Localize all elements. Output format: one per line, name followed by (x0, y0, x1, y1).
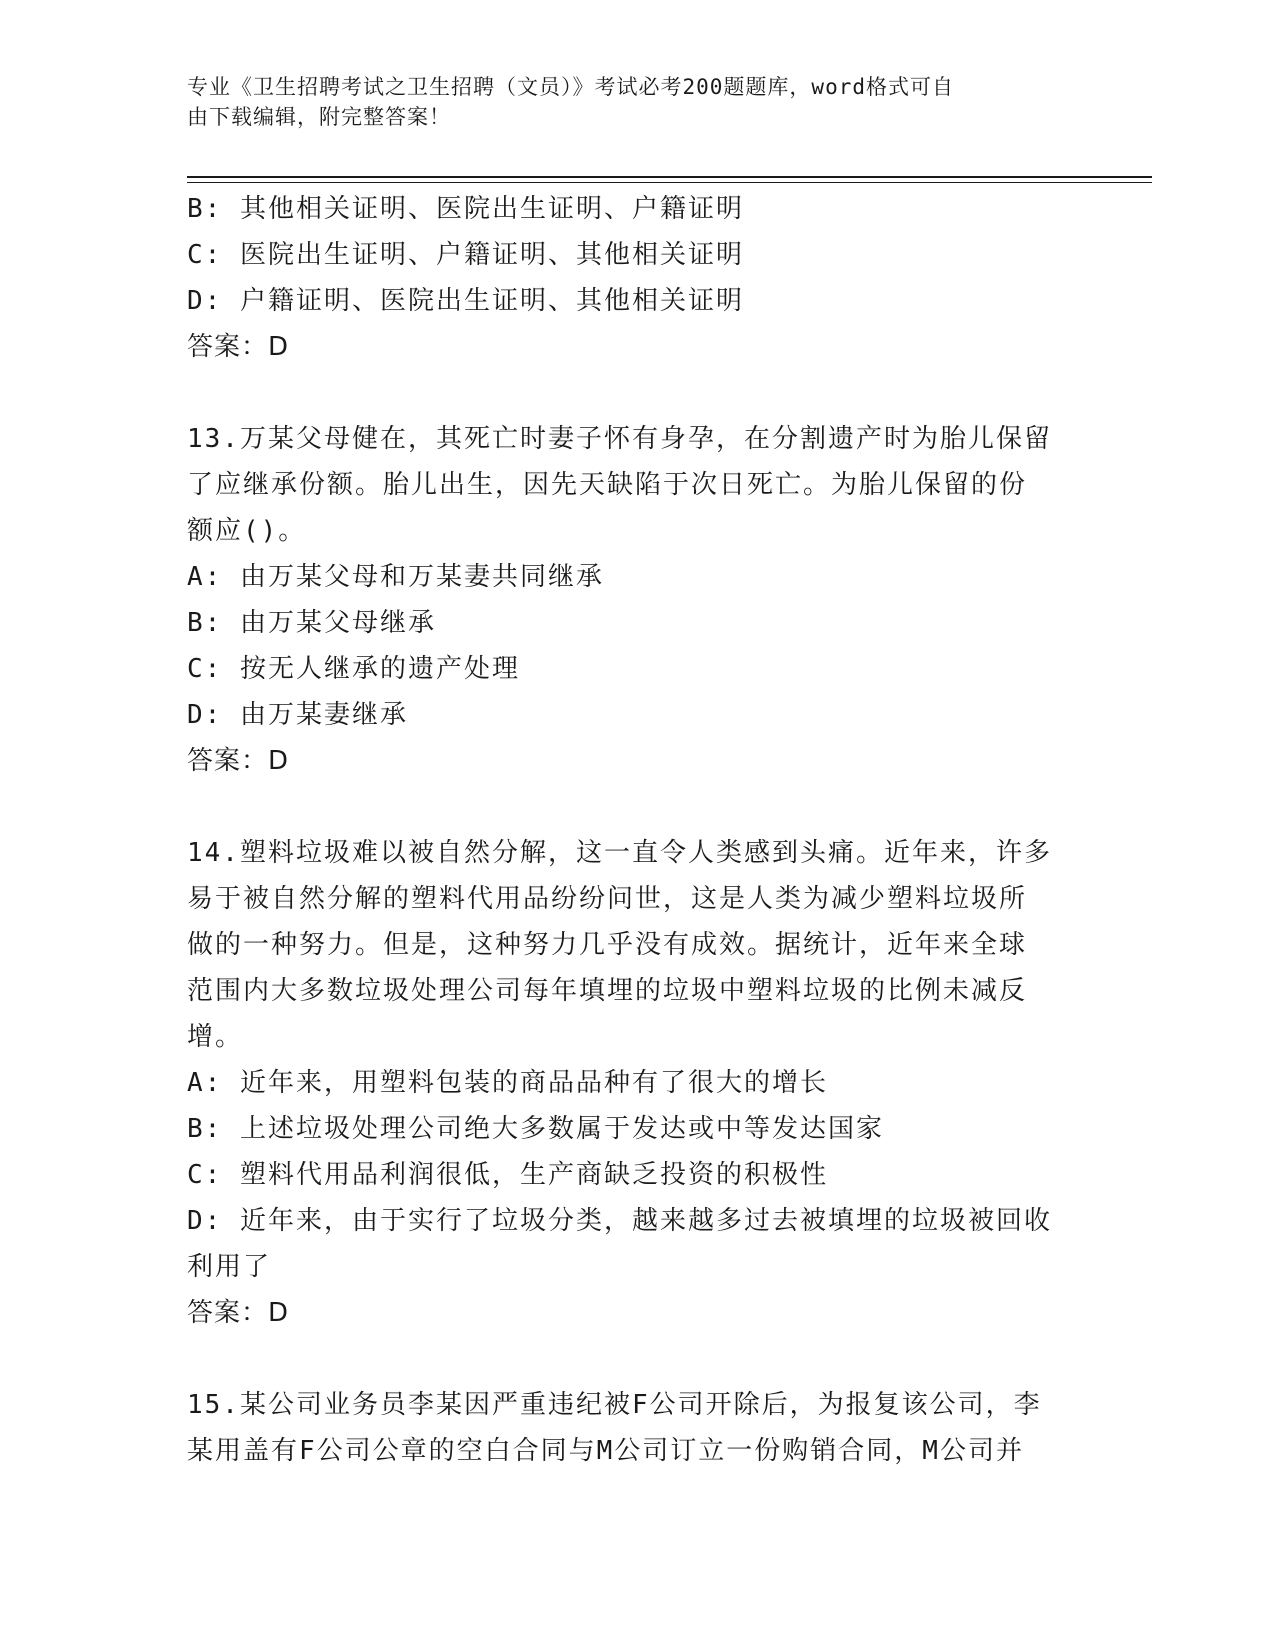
question-14 (187, 830, 1087, 1336)
answer-line: 答案：D (187, 746, 290, 776)
header-divider-thick (187, 176, 1152, 178)
option-b: B: 由万某父母继承 (187, 608, 436, 638)
question-line: 某用盖有F公司公章的空白合同与M公司订立一份购销合同，M公司并 (187, 1436, 1024, 1466)
question-12 (187, 186, 1087, 370)
option-d: D: 户籍证明、医院出生证明、其他相关证明 (187, 286, 744, 316)
option-a: A: 由万某父母和万某妻共同继承 (187, 562, 604, 592)
header-line-1: 专业《卫生招聘考试之卫生招聘（文员）》考试必考200题题库，word格式可自 (187, 75, 954, 99)
question-line: 13.万某父母健在，其死亡时妻子怀有身孕，在分割遗产时为胎儿保留 (187, 424, 1052, 454)
question-line: 增。 (187, 1022, 244, 1052)
question-line: 了应继承份额。胎儿出生，因先天缺陷于次日死亡。为胎儿保留的份 (187, 470, 1028, 500)
question-text (187, 1382, 1087, 1474)
question-15 (187, 1382, 1087, 1474)
option-d: D: 由万某妻继承 (187, 700, 408, 730)
question-line: 做的一种努力。但是，这种努力几乎没有成效。据统计，近年来全球 (187, 930, 1028, 960)
question-line: 易于被自然分解的塑料代用品纷纷问世，这是人类为减少塑料垃圾所 (187, 884, 1028, 914)
question-line: 14.塑料垃圾难以被自然分解，这一直令人类感到头痛。近年来，许多 (187, 838, 1052, 868)
option-c: C: 按无人继承的遗产处理 (187, 654, 520, 684)
question-line: 15.某公司业务员李某因严重违纪被F公司开除后，为报复该公司，李 (187, 1390, 1042, 1420)
option-d: D: 近年来，由于实行了垃圾分类，越来越多过去被填埋的垃圾被回收 (187, 1206, 1052, 1236)
option-c: C: 塑料代用品利润很低，生产商缺乏投资的积极性 (187, 1160, 828, 1190)
header-divider-thin (187, 182, 1152, 183)
question-line: 额应()。 (187, 516, 307, 546)
header-line-2: 由下载编辑，附完整答案！ (187, 105, 451, 129)
document-body (187, 186, 1087, 1474)
option-c: C: 医院出生证明、户籍证明、其他相关证明 (187, 240, 744, 270)
document-header (187, 72, 1067, 132)
option-b: B: 其他相关证明、医院出生证明、户籍证明 (187, 194, 744, 224)
answer-line: 答案：D (187, 332, 290, 362)
question-13 (187, 416, 1087, 784)
question-text (187, 830, 1087, 1060)
question-text (187, 416, 1087, 554)
option-b: B: 上述垃圾处理公司绝大多数属于发达或中等发达国家 (187, 1114, 884, 1144)
answer-line: 答案：D (187, 1298, 290, 1328)
question-line: 范围内大多数垃圾处理公司每年填埋的垃圾中塑料垃圾的比例未减反 (187, 976, 1028, 1006)
option-d-continued: 利用了 (187, 1252, 272, 1282)
option-a: A: 近年来，用塑料包装的商品品种有了很大的增长 (187, 1068, 828, 1098)
